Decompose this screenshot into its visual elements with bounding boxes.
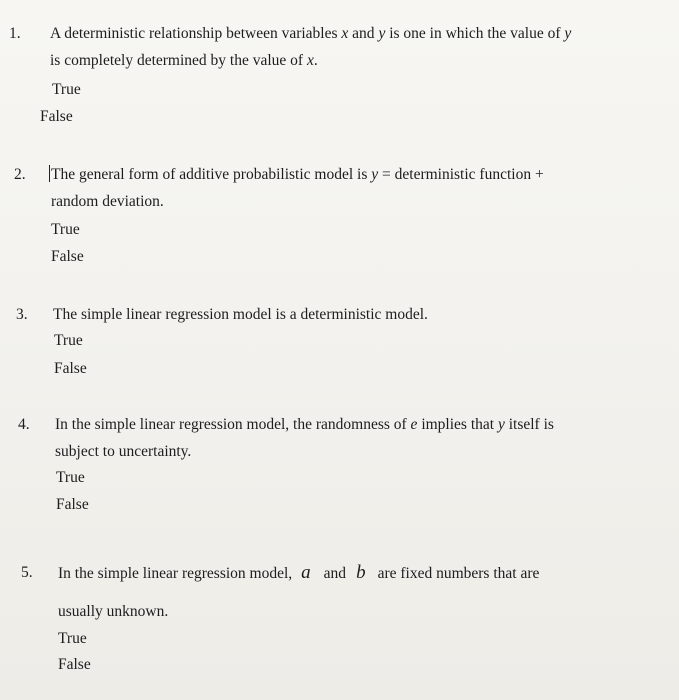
question-line: In the simple linear regression model, the randomness of e implies that y itself is bbox=[55, 416, 554, 433]
question-number: 4. bbox=[18, 416, 30, 433]
question-line: usually unknown. bbox=[58, 603, 169, 620]
question-text bbox=[55, 411, 665, 465]
option-true[interactable]: True bbox=[51, 221, 80, 238]
question-text bbox=[49, 161, 669, 215]
option-true[interactable]: True bbox=[52, 81, 81, 98]
question-line: subject to uncertainty. bbox=[55, 443, 192, 460]
question-line: A deterministic relationship between variables x and y is one in which the value of y bbox=[50, 25, 572, 42]
option-false[interactable]: False bbox=[51, 248, 84, 265]
text-cursor bbox=[49, 165, 50, 182]
question-number: 5. bbox=[21, 564, 33, 581]
option-false[interactable]: False bbox=[56, 496, 89, 513]
option-false[interactable]: False bbox=[58, 656, 91, 673]
option-false[interactable]: False bbox=[40, 108, 73, 125]
question-number: 2. bbox=[14, 166, 26, 183]
option-false[interactable]: False bbox=[54, 360, 87, 377]
question-text bbox=[53, 301, 663, 328]
question-line: random deviation. bbox=[51, 193, 164, 210]
question-number: 3. bbox=[16, 306, 28, 323]
question-text bbox=[58, 559, 658, 587]
question-text bbox=[50, 20, 670, 74]
question-line: The simple linear regression model is a deterministic model. bbox=[53, 306, 428, 323]
question-line: The general form of additive probabilistic model is y = deterministic function + bbox=[51, 166, 544, 183]
option-true[interactable]: True bbox=[54, 332, 83, 349]
question-number: 1. bbox=[9, 25, 21, 42]
option-true[interactable]: True bbox=[58, 630, 87, 647]
question-line: In the simple linear regression model, a and b are fixed numbers that are bbox=[58, 562, 540, 583]
question-line: is completely determined by the value of x. bbox=[50, 52, 318, 69]
option-true[interactable]: True bbox=[56, 469, 85, 486]
